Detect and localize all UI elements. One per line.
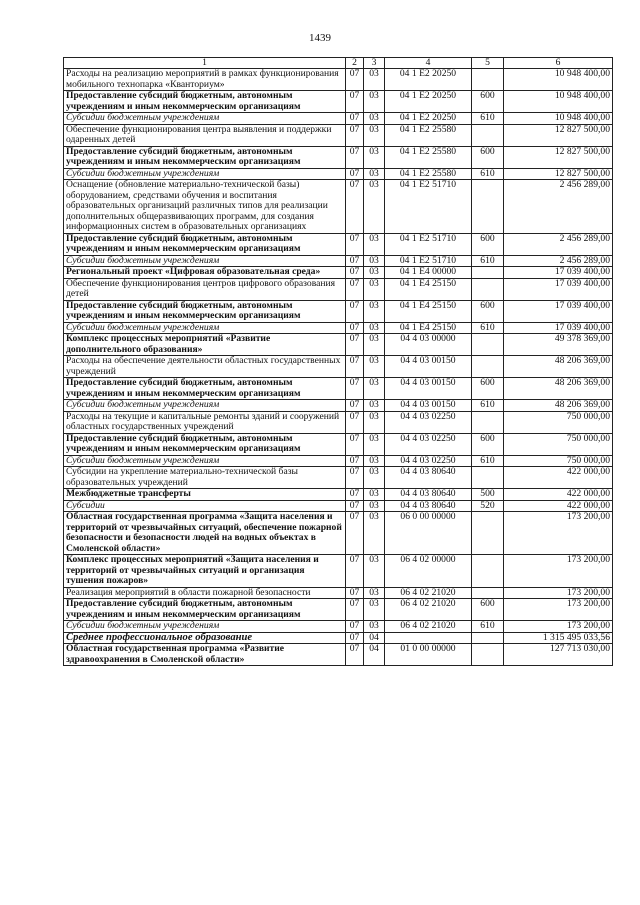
row-amount-cell: 422 000,00 bbox=[504, 489, 613, 501]
row-subsection-code-cell: 03 bbox=[364, 278, 385, 300]
row-subsection-code-cell: 03 bbox=[364, 334, 385, 356]
row-section-code-cell: 07 bbox=[346, 599, 364, 621]
row-name-cell: Предоставление субсидий бюджетным, автономным учреждениям и иным некоммерческим организациям bbox=[64, 378, 346, 400]
row-section-code-cell: 07 bbox=[346, 255, 364, 267]
row-expense-type-cell bbox=[472, 411, 504, 433]
column-header: 2 bbox=[346, 58, 364, 69]
table-row bbox=[64, 278, 613, 300]
table-row bbox=[64, 489, 613, 501]
table-row bbox=[64, 300, 613, 322]
row-amount-cell: 10 948 400,00 bbox=[504, 113, 613, 125]
row-section-code-cell: 07 bbox=[346, 168, 364, 180]
row-target-article-cell: 04 4 03 00000 bbox=[385, 334, 472, 356]
row-section-code-cell: 07 bbox=[346, 489, 364, 501]
row-name-cell: Предоставление субсидий бюджетным, автономным учреждениям и иным некоммерческим организациям bbox=[64, 146, 346, 168]
row-expense-type-cell: 610 bbox=[472, 113, 504, 125]
column-header: 3 bbox=[364, 58, 385, 69]
row-target-article-cell: 04 1 E2 25580 bbox=[385, 146, 472, 168]
row-subsection-code-cell: 03 bbox=[364, 621, 385, 633]
row-name-cell: Обеспечение функционирования центра выявления и поддержки одаренных детей bbox=[64, 124, 346, 146]
row-target-article-cell: 04 1 E2 51710 bbox=[385, 233, 472, 255]
row-section-code-cell: 07 bbox=[346, 467, 364, 489]
row-subsection-code-cell: 03 bbox=[364, 233, 385, 255]
row-subsection-code-cell: 03 bbox=[364, 599, 385, 621]
row-target-article-cell: 06 4 02 00000 bbox=[385, 555, 472, 588]
table-row bbox=[64, 146, 613, 168]
row-section-code-cell: 07 bbox=[346, 91, 364, 113]
row-name-cell: Расходы на обеспечение деятельности областных государственных учреждений bbox=[64, 356, 346, 378]
row-name-cell: Предоставление субсидий бюджетным, автономным учреждениям и иным некоммерческим организациям bbox=[64, 599, 346, 621]
row-expense-type-cell bbox=[472, 644, 504, 666]
table-row bbox=[64, 411, 613, 433]
row-section-code-cell: 07 bbox=[346, 587, 364, 599]
row-section-code-cell: 07 bbox=[346, 378, 364, 400]
row-section-code-cell: 07 bbox=[346, 621, 364, 633]
table-row bbox=[64, 632, 613, 644]
row-subsection-code-cell: 03 bbox=[364, 300, 385, 322]
row-expense-type-cell: 600 bbox=[472, 378, 504, 400]
table-row bbox=[64, 587, 613, 599]
table-row bbox=[64, 322, 613, 334]
row-subsection-code-cell: 03 bbox=[364, 400, 385, 412]
row-amount-cell: 10 948 400,00 bbox=[504, 91, 613, 113]
row-subsection-code-cell: 03 bbox=[364, 587, 385, 599]
row-target-article-cell: 04 1 E2 20250 bbox=[385, 91, 472, 113]
row-section-code-cell: 07 bbox=[346, 512, 364, 555]
row-target-article-cell: 04 1 E4 00000 bbox=[385, 267, 472, 279]
row-amount-cell: 422 000,00 bbox=[504, 500, 613, 512]
row-target-article-cell: 04 4 03 00150 bbox=[385, 356, 472, 378]
row-amount-cell: 750 000,00 bbox=[504, 411, 613, 433]
row-name-cell: Реализация мероприятий в области пожарной безопасности bbox=[64, 587, 346, 599]
table-row bbox=[64, 168, 613, 180]
row-name-cell: Субсидии бюджетным учреждениям bbox=[64, 255, 346, 267]
row-expense-type-cell bbox=[472, 356, 504, 378]
row-expense-type-cell: 600 bbox=[472, 146, 504, 168]
row-amount-cell: 127 713 030,00 bbox=[504, 644, 613, 666]
row-expense-type-cell bbox=[472, 555, 504, 588]
row-section-code-cell: 07 bbox=[346, 644, 364, 666]
row-amount-cell: 17 039 400,00 bbox=[504, 267, 613, 279]
row-name-cell: Субсидии бюджетным учреждениям bbox=[64, 621, 346, 633]
table-row bbox=[64, 467, 613, 489]
row-amount-cell: 173 200,00 bbox=[504, 555, 613, 588]
row-expense-type-cell: 600 bbox=[472, 433, 504, 455]
budget-table bbox=[63, 57, 613, 666]
row-target-article-cell: 04 1 E2 20250 bbox=[385, 113, 472, 125]
row-subsection-code-cell: 03 bbox=[364, 267, 385, 279]
row-name-cell: Предоставление субсидий бюджетным, автономным учреждениям и иным некоммерческим организациям bbox=[64, 233, 346, 255]
row-expense-type-cell: 500 bbox=[472, 489, 504, 501]
row-expense-type-cell: 610 bbox=[472, 322, 504, 334]
row-amount-cell: 173 200,00 bbox=[504, 621, 613, 633]
row-name-cell: Областная государственная программа «Защита населения и территорий от чрезвычайных ситуаций, обеспечение пожарной безопасности и безопасности людей на водных объектах в Смоленской области» bbox=[64, 512, 346, 555]
column-header: 5 bbox=[472, 58, 504, 69]
row-subsection-code-cell: 03 bbox=[364, 69, 385, 91]
row-name-cell: Областная государственная программа «Развитие здравоохранения в Смоленской области» bbox=[64, 644, 346, 666]
row-target-article-cell: 04 4 03 02250 bbox=[385, 455, 472, 467]
row-name-cell: Субсидии бюджетным учреждениям bbox=[64, 168, 346, 180]
row-subsection-code-cell: 03 bbox=[364, 455, 385, 467]
row-subsection-code-cell: 03 bbox=[364, 489, 385, 501]
row-subsection-code-cell: 03 bbox=[364, 255, 385, 267]
row-subsection-code-cell: 03 bbox=[364, 124, 385, 146]
table-row bbox=[64, 113, 613, 125]
row-subsection-code-cell: 03 bbox=[364, 500, 385, 512]
row-name-cell: Оснащение (обновление материально-технической базы) оборудованием, средствами обучения и воспитания образовательных организаций различных типов для реализации дополнительных общеразвивающих программ, для создания информационных систем в образовательных организациях bbox=[64, 180, 346, 234]
row-section-code-cell: 07 bbox=[346, 632, 364, 644]
row-subsection-code-cell: 03 bbox=[364, 91, 385, 113]
row-target-article-cell: 04 1 E2 25580 bbox=[385, 124, 472, 146]
row-expense-type-cell: 520 bbox=[472, 500, 504, 512]
row-name-cell: Субсидии на укрепление материально-технической базы образовательных учреждений bbox=[64, 467, 346, 489]
row-target-article-cell: 04 1 E2 51710 bbox=[385, 255, 472, 267]
row-subsection-code-cell: 04 bbox=[364, 644, 385, 666]
table-row bbox=[64, 267, 613, 279]
row-target-article-cell: 04 4 03 02250 bbox=[385, 411, 472, 433]
row-name-cell: Расходы на текущие и капитальные ремонты зданий и сооружений областных государственных учреждений bbox=[64, 411, 346, 433]
row-subsection-code-cell: 03 bbox=[364, 467, 385, 489]
row-amount-cell: 2 456 289,00 bbox=[504, 180, 613, 234]
row-target-article-cell: 04 4 03 02250 bbox=[385, 433, 472, 455]
row-section-code-cell: 07 bbox=[346, 322, 364, 334]
row-expense-type-cell: 610 bbox=[472, 621, 504, 633]
row-target-article-cell: 04 1 E2 20250 bbox=[385, 69, 472, 91]
row-target-article-cell: 04 4 03 00150 bbox=[385, 400, 472, 412]
row-section-code-cell: 07 bbox=[346, 146, 364, 168]
row-section-code-cell: 07 bbox=[346, 69, 364, 91]
row-target-article-cell: 04 4 03 00150 bbox=[385, 378, 472, 400]
row-subsection-code-cell: 03 bbox=[364, 378, 385, 400]
row-subsection-code-cell: 03 bbox=[364, 322, 385, 334]
row-amount-cell: 173 200,00 bbox=[504, 587, 613, 599]
row-section-code-cell: 07 bbox=[346, 278, 364, 300]
row-subsection-code-cell: 03 bbox=[364, 146, 385, 168]
row-expense-type-cell bbox=[472, 278, 504, 300]
table-row bbox=[64, 433, 613, 455]
row-subsection-code-cell: 03 bbox=[364, 168, 385, 180]
row-target-article-cell: 04 4 03 80640 bbox=[385, 467, 472, 489]
column-header: 4 bbox=[385, 58, 472, 69]
row-target-article-cell: 04 1 E2 25580 bbox=[385, 168, 472, 180]
row-amount-cell: 17 039 400,00 bbox=[504, 300, 613, 322]
row-amount-cell: 173 200,00 bbox=[504, 599, 613, 621]
row-name-cell: Субсидии бюджетным учреждениям bbox=[64, 322, 346, 334]
table-row bbox=[64, 621, 613, 633]
row-expense-type-cell: 600 bbox=[472, 233, 504, 255]
table-row bbox=[64, 500, 613, 512]
table-row bbox=[64, 356, 613, 378]
row-target-article-cell: 06 0 00 00000 bbox=[385, 512, 472, 555]
row-section-code-cell: 07 bbox=[346, 455, 364, 467]
row-name-cell: Субсидии бюджетным учреждениям bbox=[64, 455, 346, 467]
row-name-cell: Межбюджетные трансферты bbox=[64, 489, 346, 501]
row-name-cell: Предоставление субсидий бюджетным, автономным учреждениям и иным некоммерческим организациям bbox=[64, 91, 346, 113]
row-name-cell: Субсидии бюджетным учреждениям bbox=[64, 400, 346, 412]
row-name-cell: Среднее профессиональное образование bbox=[64, 632, 346, 644]
row-section-code-cell: 07 bbox=[346, 300, 364, 322]
row-target-article-cell: 04 4 03 80640 bbox=[385, 489, 472, 501]
row-amount-cell: 48 206 369,00 bbox=[504, 378, 613, 400]
table-row bbox=[64, 555, 613, 588]
row-expense-type-cell: 600 bbox=[472, 91, 504, 113]
row-section-code-cell: 07 bbox=[346, 113, 364, 125]
row-section-code-cell: 07 bbox=[346, 267, 364, 279]
row-target-article-cell: 04 1 E4 25150 bbox=[385, 322, 472, 334]
row-amount-cell: 48 206 369,00 bbox=[504, 400, 613, 412]
row-amount-cell: 49 378 369,00 bbox=[504, 334, 613, 356]
row-expense-type-cell bbox=[472, 267, 504, 279]
row-amount-cell: 12 827 500,00 bbox=[504, 168, 613, 180]
row-subsection-code-cell: 03 bbox=[364, 433, 385, 455]
row-expense-type-cell: 600 bbox=[472, 599, 504, 621]
table-row bbox=[64, 91, 613, 113]
table-row bbox=[64, 124, 613, 146]
table-row bbox=[64, 255, 613, 267]
row-amount-cell: 422 000,00 bbox=[504, 467, 613, 489]
row-name-cell: Обеспечение функционирования центров цифрового образования детей bbox=[64, 278, 346, 300]
row-expense-type-cell: 610 bbox=[472, 168, 504, 180]
column-header: 1 bbox=[64, 58, 346, 69]
table-row bbox=[64, 599, 613, 621]
row-name-cell: Региональный проект «Цифровая образовательная среда» bbox=[64, 267, 346, 279]
row-amount-cell: 173 200,00 bbox=[504, 512, 613, 555]
row-expense-type-cell: 600 bbox=[472, 300, 504, 322]
row-expense-type-cell bbox=[472, 467, 504, 489]
row-subsection-code-cell: 03 bbox=[364, 411, 385, 433]
row-expense-type-cell: 610 bbox=[472, 255, 504, 267]
row-subsection-code-cell: 03 bbox=[364, 113, 385, 125]
row-section-code-cell: 07 bbox=[346, 233, 364, 255]
row-amount-cell: 750 000,00 bbox=[504, 433, 613, 455]
row-expense-type-cell: 610 bbox=[472, 400, 504, 412]
row-amount-cell: 12 827 500,00 bbox=[504, 124, 613, 146]
column-header: 6 bbox=[504, 58, 613, 69]
row-section-code-cell: 07 bbox=[346, 555, 364, 588]
row-section-code-cell: 07 bbox=[346, 500, 364, 512]
table-row bbox=[64, 644, 613, 666]
row-target-article-cell: 06 4 02 21020 bbox=[385, 587, 472, 599]
row-amount-cell: 48 206 369,00 bbox=[504, 356, 613, 378]
row-subsection-code-cell: 03 bbox=[364, 180, 385, 234]
table-row bbox=[64, 334, 613, 356]
row-expense-type-cell bbox=[472, 587, 504, 599]
row-target-article-cell: 01 0 00 00000 bbox=[385, 644, 472, 666]
row-expense-type-cell bbox=[472, 69, 504, 91]
row-amount-cell: 17 039 400,00 bbox=[504, 278, 613, 300]
table-header-row bbox=[64, 58, 613, 69]
row-name-cell: Предоставление субсидий бюджетным, автономным учреждениям и иным некоммерческим организациям bbox=[64, 433, 346, 455]
table-row bbox=[64, 378, 613, 400]
row-section-code-cell: 07 bbox=[346, 433, 364, 455]
row-amount-cell: 10 948 400,00 bbox=[504, 69, 613, 91]
table-body bbox=[64, 69, 613, 666]
row-section-code-cell: 07 bbox=[346, 334, 364, 356]
table-row bbox=[64, 180, 613, 234]
row-name-cell: Предоставление субсидий бюджетным, автономным учреждениям и иным некоммерческим организациям bbox=[64, 300, 346, 322]
table-row bbox=[64, 69, 613, 91]
page-number: 1439 bbox=[309, 32, 331, 44]
row-subsection-code-cell: 03 bbox=[364, 356, 385, 378]
row-name-cell: Субсидии бюджетным учреждениям bbox=[64, 113, 346, 125]
row-expense-type-cell bbox=[472, 334, 504, 356]
row-name-cell: Расходы на реализацию мероприятий в рамках функционирования мобильного технопарка «Кванториум» bbox=[64, 69, 346, 91]
row-subsection-code-cell: 03 bbox=[364, 512, 385, 555]
row-target-article-cell bbox=[385, 632, 472, 644]
row-section-code-cell: 07 bbox=[346, 180, 364, 234]
row-expense-type-cell bbox=[472, 632, 504, 644]
row-target-article-cell: 06 4 02 21020 bbox=[385, 599, 472, 621]
row-amount-cell: 17 039 400,00 bbox=[504, 322, 613, 334]
table-row bbox=[64, 512, 613, 555]
row-section-code-cell: 07 bbox=[346, 400, 364, 412]
row-amount-cell: 2 456 289,00 bbox=[504, 233, 613, 255]
row-target-article-cell: 04 1 E4 25150 bbox=[385, 300, 472, 322]
row-amount-cell: 750 000,00 bbox=[504, 455, 613, 467]
row-subsection-code-cell: 04 bbox=[364, 632, 385, 644]
row-subsection-code-cell: 03 bbox=[364, 555, 385, 588]
row-name-cell: Субсидии bbox=[64, 500, 346, 512]
row-name-cell: Комплекс процессных мероприятий «Защита населения и территорий от чрезвычайных ситуаций и организация тушения пожаров» bbox=[64, 555, 346, 588]
row-expense-type-cell bbox=[472, 124, 504, 146]
table-row bbox=[64, 400, 613, 412]
row-amount-cell: 2 456 289,00 bbox=[504, 255, 613, 267]
row-name-cell: Комплекс процессных мероприятий «Развитие дополнительного образования» bbox=[64, 334, 346, 356]
row-target-article-cell: 04 1 E2 51710 bbox=[385, 180, 472, 234]
row-amount-cell: 1 315 495 033,56 bbox=[504, 632, 613, 644]
row-target-article-cell: 04 1 E4 25150 bbox=[385, 278, 472, 300]
row-amount-cell: 12 827 500,00 bbox=[504, 146, 613, 168]
row-section-code-cell: 07 bbox=[346, 411, 364, 433]
row-expense-type-cell: 610 bbox=[472, 455, 504, 467]
row-section-code-cell: 07 bbox=[346, 124, 364, 146]
row-expense-type-cell bbox=[472, 512, 504, 555]
table-row bbox=[64, 233, 613, 255]
row-target-article-cell: 06 4 02 21020 bbox=[385, 621, 472, 633]
row-section-code-cell: 07 bbox=[346, 356, 364, 378]
row-target-article-cell: 04 4 03 80640 bbox=[385, 500, 472, 512]
table-row bbox=[64, 455, 613, 467]
row-expense-type-cell bbox=[472, 180, 504, 234]
